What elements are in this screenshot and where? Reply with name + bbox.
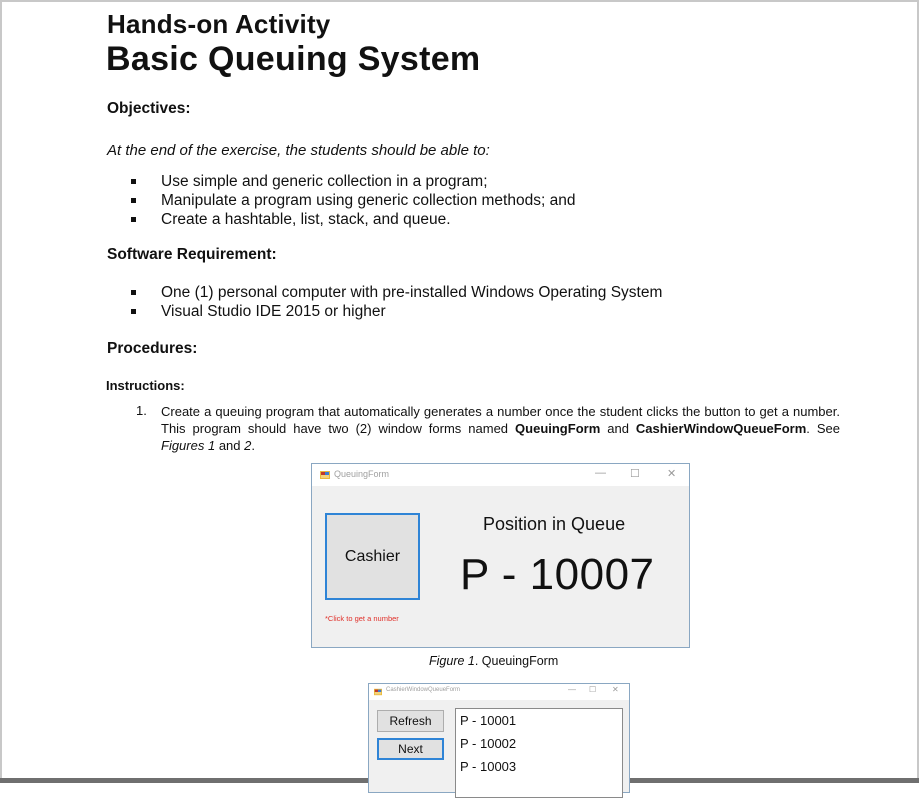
instructions-heading: Instructions: bbox=[106, 378, 185, 393]
step-text-part: . See bbox=[806, 421, 840, 436]
page-border-left bbox=[0, 0, 2, 783]
form-icon bbox=[320, 470, 330, 480]
cashier-window-queue-form bbox=[368, 683, 630, 793]
window-title: CashierWindowQueueForm bbox=[386, 687, 461, 693]
list-item: Visual Studio IDE 2015 or higher bbox=[131, 302, 662, 321]
form-icon bbox=[374, 688, 382, 696]
step-number: 1. bbox=[136, 403, 147, 418]
procedures-heading: Procedures: bbox=[107, 340, 198, 357]
list-item: Manipulate a program using generic collection methods; and bbox=[131, 191, 575, 210]
maximize-icon[interactable]: ☐ bbox=[630, 468, 640, 480]
figure-ref-1: Figures 1 bbox=[161, 438, 216, 453]
form-name-cashier: CashierWindowQueueForm bbox=[635, 421, 807, 436]
window-titlebar bbox=[369, 684, 629, 700]
step-text-part: and bbox=[215, 438, 245, 453]
figure1-caption bbox=[429, 654, 558, 668]
minimize-icon[interactable]: — bbox=[595, 467, 606, 479]
document-title: Basic Queuing System bbox=[106, 40, 481, 78]
list-item[interactable]: P - 10001 bbox=[460, 713, 517, 728]
objectives-heading: Objectives: bbox=[107, 100, 191, 117]
next-button[interactable]: Next bbox=[377, 738, 444, 760]
objectives-list bbox=[131, 172, 575, 229]
caption-text: . QueuingForm bbox=[474, 654, 559, 668]
refresh-button[interactable]: Refresh bbox=[377, 710, 444, 732]
caption-prefix: Figure 1 bbox=[429, 654, 475, 668]
list-item: One (1) personal computer with pre-installed Windows Operating System bbox=[131, 283, 662, 302]
software-list bbox=[131, 283, 662, 321]
page-border-top bbox=[0, 0, 919, 2]
close-icon[interactable]: ✕ bbox=[612, 685, 619, 694]
step-text bbox=[161, 403, 840, 454]
cashier-button[interactable]: Cashier bbox=[325, 513, 420, 600]
software-heading: Software Requirement: bbox=[107, 246, 277, 263]
figure-ref-2: 2 bbox=[244, 438, 252, 453]
position-number: P - 10007 bbox=[460, 550, 655, 599]
minimize-icon[interactable]: — bbox=[568, 685, 576, 694]
list-item: Use simple and generic collection in a program; bbox=[131, 172, 575, 191]
position-label: Position in Queue bbox=[483, 514, 626, 534]
queue-listbox[interactable] bbox=[455, 708, 623, 798]
click-hint: *Click to get a number bbox=[325, 614, 399, 623]
objectives-intro: At the end of the exercise, the students should be able to: bbox=[107, 142, 490, 159]
form-name-queuing: QueuingForm bbox=[515, 421, 601, 436]
step-text-part: . bbox=[251, 438, 255, 453]
queuing-form-window bbox=[311, 463, 690, 648]
list-item[interactable]: P - 10003 bbox=[460, 759, 517, 774]
close-icon[interactable]: ✕ bbox=[667, 468, 677, 480]
list-item: Create a hashtable, list, stack, and queue. bbox=[131, 210, 575, 229]
step-text-part: Create a queuing program that automatically generates a number once the student clicks the button to get a number. This program should have two (2) window forms named bbox=[161, 404, 840, 436]
window-titlebar bbox=[312, 464, 689, 486]
activity-label: Hands-on Activity bbox=[107, 9, 331, 39]
window-title: QueuingForm bbox=[334, 469, 390, 479]
maximize-icon[interactable]: ☐ bbox=[589, 685, 597, 694]
list-item[interactable]: P - 10002 bbox=[460, 736, 517, 751]
step-text-part: and bbox=[600, 421, 636, 436]
